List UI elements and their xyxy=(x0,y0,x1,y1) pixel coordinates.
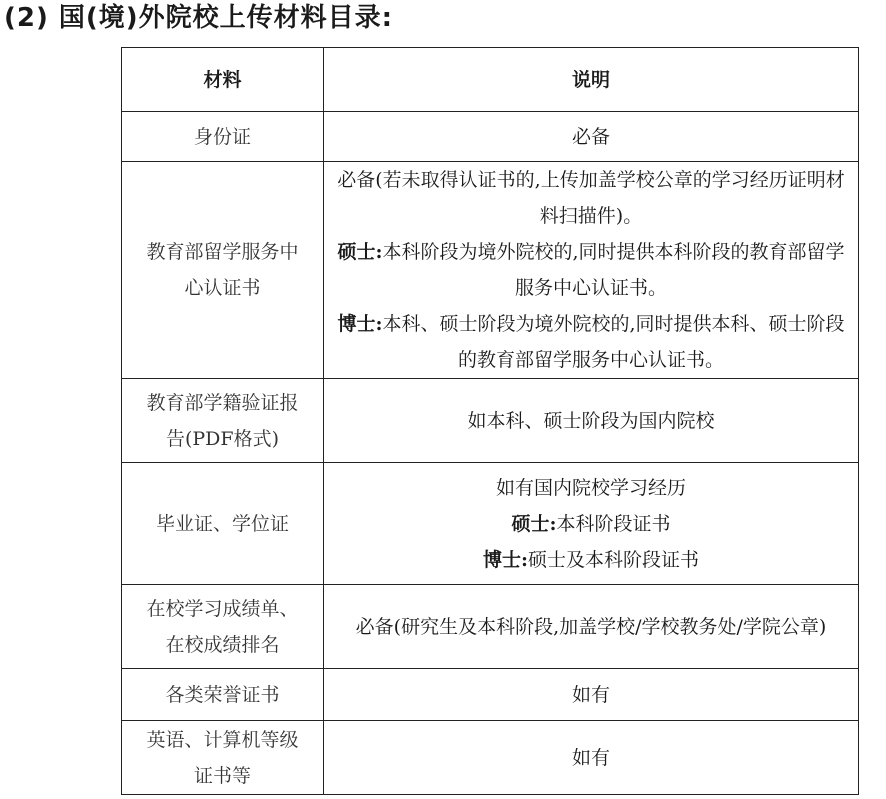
material-cell xyxy=(122,112,324,162)
description-text: 必备(研究生及本科阶段,加盖学校/学校教务处/学院公章) xyxy=(355,615,827,638)
material-cell xyxy=(122,379,324,463)
material-cell xyxy=(122,585,324,669)
table-body xyxy=(122,112,859,795)
material-cell xyxy=(122,463,324,585)
description-text: 本科阶段证书 xyxy=(556,512,671,535)
degree-label: 博士: xyxy=(337,313,383,335)
material-text: 教育部留学服务中心认证书 xyxy=(146,241,299,299)
description-text: 本科、硕士阶段为境外院校的,同时提供本科、硕士阶段的教育部留学服务中心认证书。 xyxy=(382,313,845,371)
description-line xyxy=(334,542,848,578)
description-line xyxy=(332,234,850,306)
description-line xyxy=(334,119,848,155)
description-text: 如有 xyxy=(571,683,610,706)
material-text: 身份证 xyxy=(193,125,251,148)
material-cell xyxy=(122,162,324,379)
description-cell xyxy=(324,585,859,669)
material-text: 教育部学籍验证报告(PDF格式) xyxy=(146,391,299,450)
table-row xyxy=(122,379,859,463)
description-line xyxy=(334,470,848,506)
description-line xyxy=(334,506,848,542)
header-material: 材料 xyxy=(122,48,324,112)
description-line xyxy=(334,403,848,439)
description-cell xyxy=(324,721,859,795)
material-cell xyxy=(122,721,324,795)
degree-label: 硕士: xyxy=(337,241,383,263)
description-text: 如有国内院校学习经历 xyxy=(495,476,686,499)
material-text: 英语、计算机等级证书等 xyxy=(146,728,299,787)
description-line xyxy=(332,162,850,234)
header-description: 说明 xyxy=(324,48,859,112)
degree-label: 博士: xyxy=(482,548,528,571)
description-line xyxy=(332,306,850,378)
material-text: 在校学习成绩单、在校成绩排名 xyxy=(146,597,299,656)
material-text: 毕业证、学位证 xyxy=(155,512,289,535)
description-cell xyxy=(324,379,859,463)
material-text: 各类荣誉证书 xyxy=(165,683,280,706)
table-row xyxy=(122,585,859,669)
table-row xyxy=(122,112,859,162)
description-cell xyxy=(324,463,859,585)
description-line xyxy=(334,677,848,713)
description-text: 如本科、硕士阶段为国内院校 xyxy=(467,409,715,432)
materials-table xyxy=(121,47,859,795)
material-cell xyxy=(122,669,324,721)
description-line xyxy=(334,740,848,776)
description-text: 硕士及本科阶段证书 xyxy=(528,548,700,571)
table-row xyxy=(122,721,859,795)
description-cell xyxy=(324,112,859,162)
description-text: 必备 xyxy=(571,125,610,148)
description-text: 本科阶段为境外院校的,同时提供本科阶段的教育部留学服务中心认证书。 xyxy=(382,241,845,299)
description-cell xyxy=(324,669,859,721)
table-row xyxy=(122,162,859,379)
table-row xyxy=(122,463,859,585)
description-cell xyxy=(324,162,859,379)
table-header-row xyxy=(122,48,859,112)
description-line xyxy=(332,609,850,645)
table-row xyxy=(122,669,859,721)
description-text: 必备(若未取得认证书的,上传加盖学校公章的学习经历证明材料扫描件)。 xyxy=(337,169,845,227)
degree-label: 硕士: xyxy=(511,512,557,535)
description-text: 如有 xyxy=(571,746,610,769)
section-heading: (2) 国(境)外院校上传材料目录: xyxy=(4,3,394,33)
